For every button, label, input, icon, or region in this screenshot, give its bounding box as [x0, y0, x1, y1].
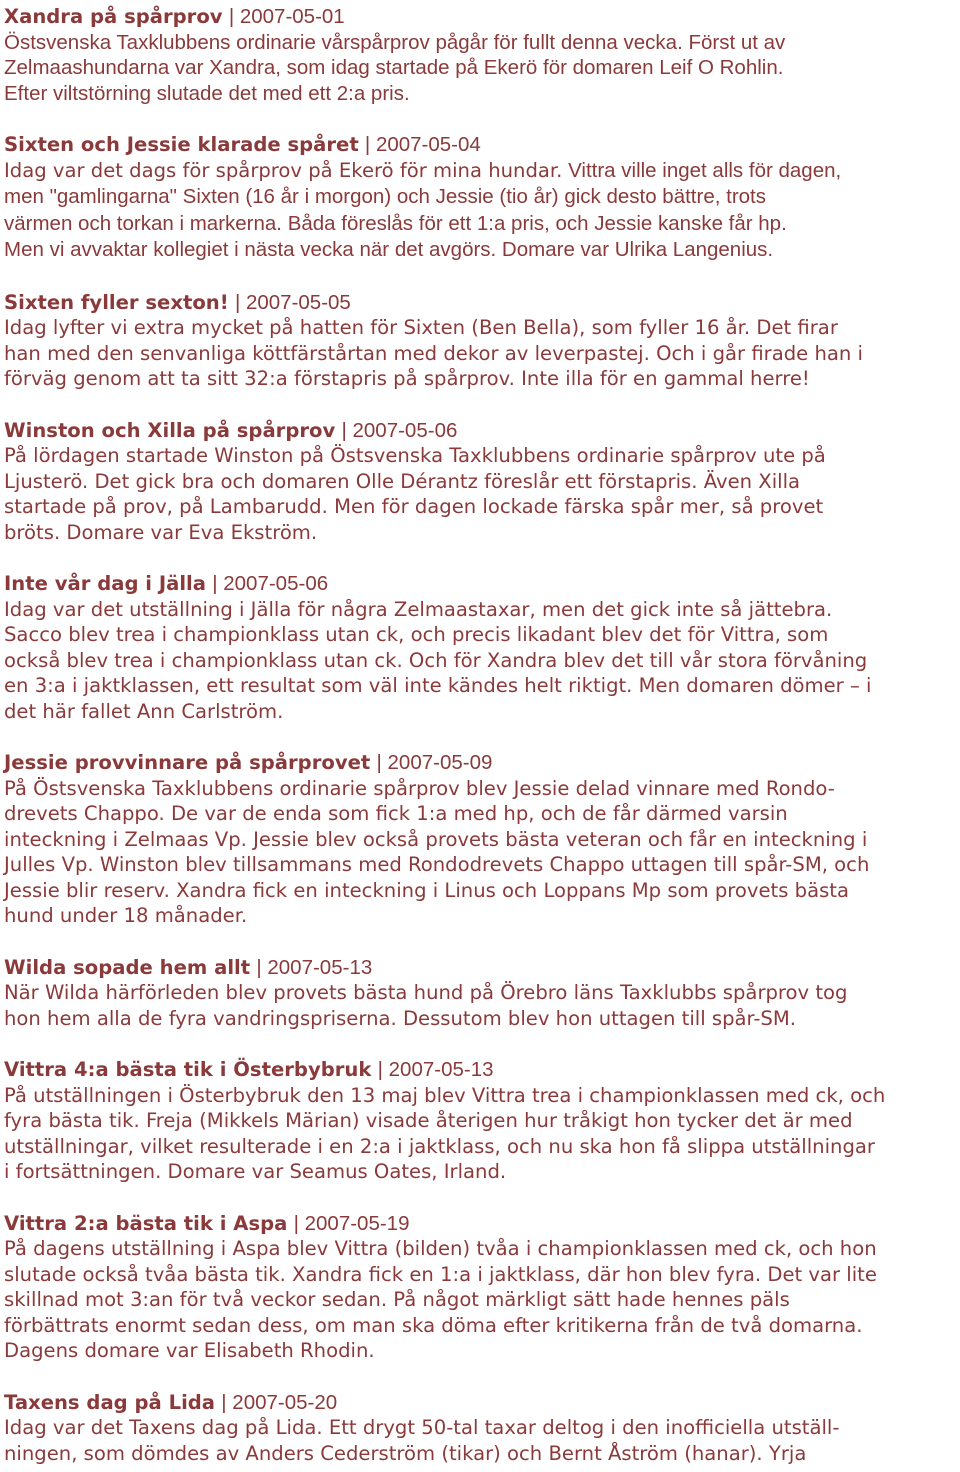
entry-title: Taxens dag på Lida [4, 1390, 216, 1414]
entry-heading [4, 955, 960, 981]
entry-date: | 2007-05-20 [221, 1390, 338, 1414]
entry-heading [4, 418, 960, 444]
entry-heading [4, 290, 960, 316]
news-entry [4, 571, 960, 724]
entry-date: | 2007-05-19 [293, 1211, 410, 1235]
entry-body: Östsvenska Taxklubbens ordinarie vårspårprov pågår för fullt denna vecka. Först ut av Zelmaashundarna var Xandra, som idag startade på Ekerö för domaren Leif O Rohlin. Efter viltstörning slutade det med ett 2:a pris. [4, 30, 786, 105]
entry-body: På Östsvenska Taxklubbens ordinarie spårprov blev Jessie delad vinnare med Rondo- drevets Chappo. De var de enda som fick 1:a med hp, och de får därmed varsin inteckning i Zelmaas Vp. Jessie blev också provets bästa veteran och får en inteckning i Julles Vp. Winston blev tillsammans med Rondodrevets Chappo uttagen till spår-SM, och Jessie blir reserv. Xandra fick en inteckning i Linus och Loppans Mp som provets bästa hund under 18 månader. [4, 776, 870, 927]
entry-date: | 2007-05-06 [341, 418, 458, 442]
entry-heading [4, 1211, 960, 1237]
entry-title: Xandra på spårprov [4, 5, 223, 28]
entry-date: | 2007-05-01 [228, 5, 345, 28]
entry-heading [4, 571, 960, 597]
entry-date: | 2007-05-06 [212, 572, 329, 595]
news-entry [4, 4, 960, 106]
entry-date: | 2007-05-09 [376, 751, 493, 774]
news-entry [4, 955, 960, 1032]
news-entry [4, 290, 960, 392]
entry-body-lead: Idag var det dags för spårprov på Ekerö för mina hundar. [4, 158, 563, 182]
entry-title: Wilda sopade hem allt [4, 955, 251, 979]
entry-body: Idag lyfter vi extra mycket på hatten för Sixten (Ben Bella), som fyller 16 år. Det firar han med den senvanliga köttfärstårtan med dekor av leverpastej. Och i går firade han i förväg genom att ta sitt 32:a förstapris på spårprov. Inte illa för en gammal herre! [4, 316, 863, 390]
entry-heading [4, 132, 960, 158]
news-entry [4, 1057, 960, 1185]
entry-title: Sixten och Jessie klarade spåret [4, 133, 359, 156]
news-entry [4, 750, 960, 929]
entry-title: Inte vår dag i Jälla [4, 572, 206, 595]
entry-body: Idag var det Taxens dag på Lida. Ett drygt 50-tal taxar deltog i den inofficiella utställ- ningen, som dömdes av Anders Cederström (tikar) och Bernt Åström (hanar). Yrja [4, 1416, 840, 1465]
entry-date: | 2007-05-05 [234, 290, 351, 314]
entry-title: Vittra 2:a bästa tik i Aspa [4, 1211, 288, 1235]
entry-body: När Wilda härförleden blev provets bästa hund på Örebro läns Taxklubbs spårprov tog hon hem alla de fyra vandringspriserna. Dessutom blev hon uttagen till spår-SM. [4, 981, 848, 1030]
entry-heading [4, 4, 960, 30]
entry-body: På lördagen startade Winston på Östsvenska Taxklubbens ordinarie spårprov ute på Ljusterö. Det gick bra och domaren Olle Dérantz föreslår ett förstapris. Även Xilla startade på prov, på Lambarudd. Men för dagen lockade färska spår mer, så provet bröts. Domare var Eva Ekström. [4, 444, 826, 544]
entry-body: Idag var det utställning i Jälla för några Zelmaastaxar, men det gick inte så jättebra. Sacco blev trea i championklass utan ck, och precis likadant blev det för Vittra, som också blev trea i championklass utan ck. Och för Xandra blev det till vår stora förvåning en 3:a i jaktklassen, ett resultat som väl inte kändes helt riktigt. Men domaren dömer – i det här fallet Ann Carlström. [4, 597, 872, 723]
entry-body-rest: Vittra ville inget alls för dagen, men "gamlingarna" Sixten (16 år i morgon) och Jessie (tio år) gick desto bättre, trots värmen och torkan i markerna. Båda föreslås för ett 1:a pris, och Jessie kanske får hp. Men vi avvaktar kollegiet i nästa vecka när det avgörs. Domare var Ulrika Langenius. [4, 158, 842, 261]
news-entry [4, 1390, 960, 1467]
entry-heading [4, 1390, 960, 1416]
entry-title: Vittra 4:a bästa tik i Österbybruk [4, 1058, 372, 1081]
entry-title: Jessie provvinnare på spårprovet [4, 751, 371, 774]
news-entry [4, 418, 960, 546]
news-entry [4, 132, 960, 264]
entry-date: | 2007-05-04 [364, 133, 481, 156]
entry-title: Sixten fyller sexton! [4, 290, 229, 314]
entry-date: | 2007-05-13 [256, 955, 373, 979]
entry-body: På dagens utställning i Aspa blev Vittra (bilden) tvåa i championklassen med ck, och hon slutade också tvåa bästa tik. Xandra fick en 1:a i jaktklass, där hon blev fyra. Det var lite skillnad mot 3:an för två veckor sedan. På något märkligt sätt hade hennes päls förbättrats enormt sedan dess, om man ska döma efter kritikerna från de två domarna. Dagens domare var Elisabeth Rhodin. [4, 1237, 877, 1362]
entry-body: På utställningen i Österbybruk den 13 maj blev Vittra trea i championklassen med ck, och fyra bästa tik. Freja (Mikkels Märian) visade återigen hur tråkigt hon tycker det är med utställningar, vilket resulterade i en 2:a i jaktklass, och nu ska hon få slippa utställningar i fortsättningen. Domare var Seamus Oates, Irland. [4, 1083, 886, 1183]
entry-heading [4, 750, 960, 776]
entry-heading [4, 1057, 960, 1083]
entry-title: Winston och Xilla på spårprov [4, 418, 336, 442]
news-entry [4, 1211, 960, 1364]
entry-date: | 2007-05-13 [377, 1058, 494, 1081]
